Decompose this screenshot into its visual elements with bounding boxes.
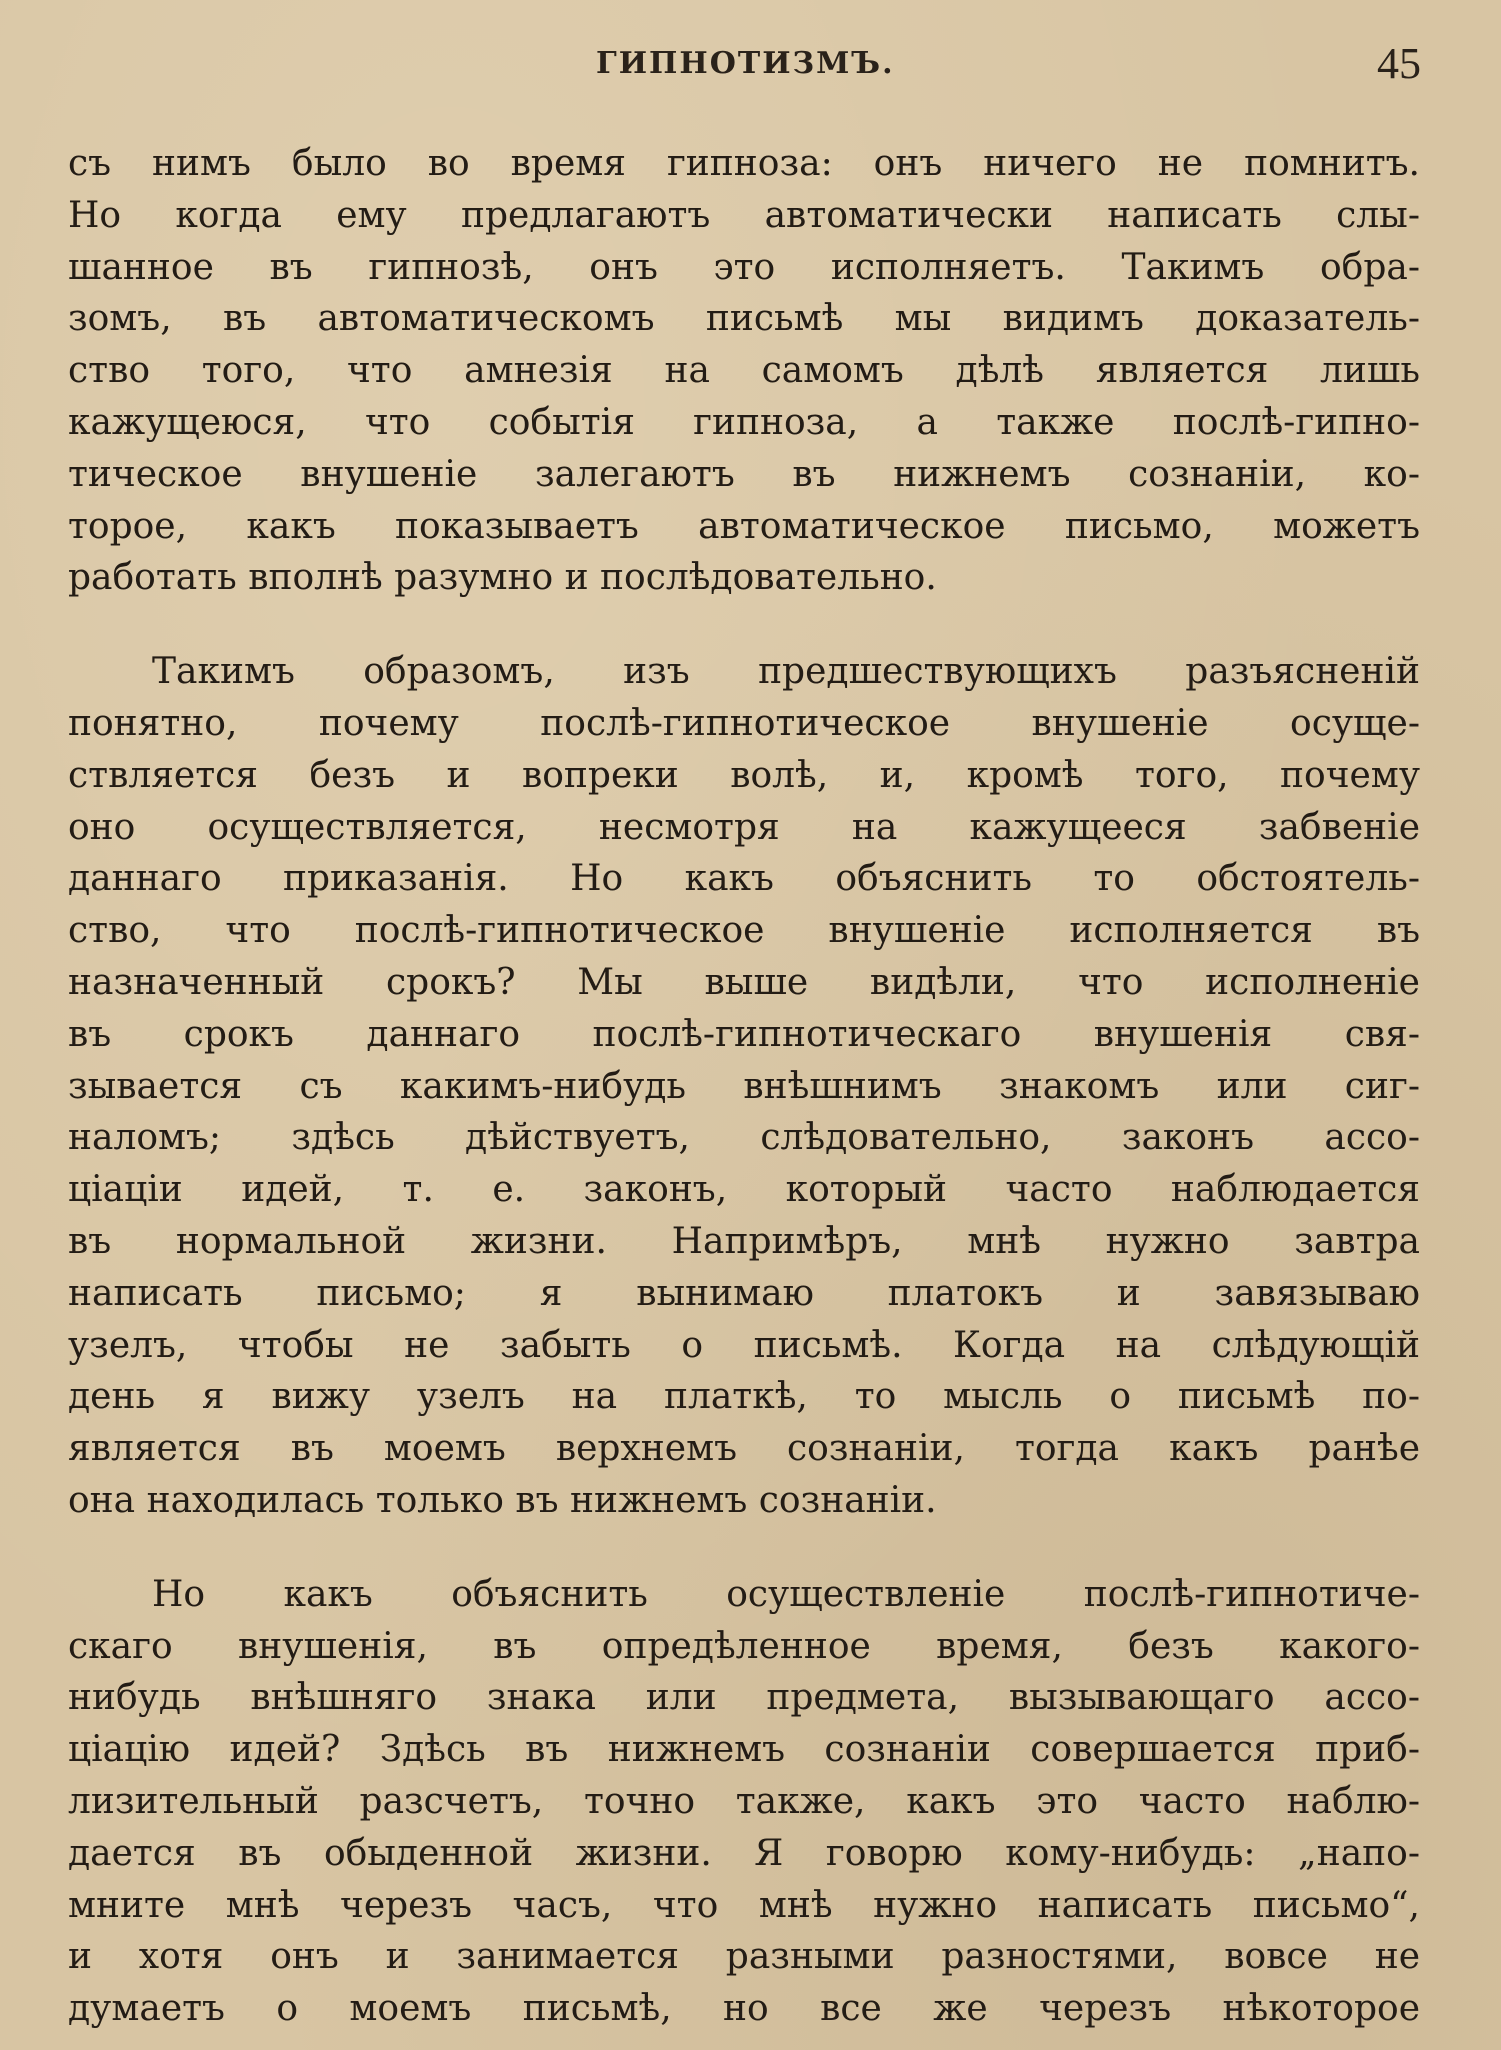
running-title: ГИПНОТИЗМЪ. <box>596 46 895 81</box>
page-header <box>0 38 1501 98</box>
text-line: ство того, что амнезія на самомъ дѣлѣ является лишь <box>68 350 1420 392</box>
text-line: въ срокъ даннаго послѣ-гипнотическаго внушенія свя- <box>68 1013 1420 1055</box>
text-line: торое, какъ показываетъ автоматическое письмо, можетъ <box>68 505 1420 547</box>
text-line: ство, что послѣ-гипнотическое внушеніе исполняется въ <box>68 910 1420 952</box>
text-line: зомъ, въ автоматическомъ письмѣ мы видимъ доказатель- <box>68 298 1420 340</box>
text-line: понятно, почему послѣ-гипнотическое внушеніе осуще- <box>68 702 1420 744</box>
text-line: ціаціи идей, т. е. законъ, который часто наблюдается <box>68 1169 1420 1211</box>
text-line: ціацію идей? Здѣсь въ нижнемъ сознаніи совершается приб- <box>68 1729 1420 1771</box>
text-line: думаетъ о моемъ письмѣ, но все же черезъ нѣкоторое <box>68 1988 1420 2030</box>
text-line: Но какъ объяснить осуществленіе послѣ-гипнотиче- <box>152 1573 1420 1615</box>
paragraph <box>68 1569 1420 2035</box>
text-line: Такимъ образомъ, изъ предшествующихъ разъясненій <box>152 651 1420 693</box>
text-line: узелъ, чтобы не забыть о письмѣ. Когда на слѣдующій <box>68 1324 1420 1366</box>
text-line: она находилась только въ нижнемъ сознаніи. <box>68 1479 937 1521</box>
text-line: даннаго приказанія. Но какъ объяснить то обстоятель- <box>68 858 1420 900</box>
text-line: нибудь внѣшняго знака или предмета, вызывающаго ассо- <box>68 1677 1420 1719</box>
text-line: наломъ; здѣсь дѣйствуетъ, слѣдовательно, законъ ассо- <box>68 1117 1420 1159</box>
text-line: является въ моемъ верхнемъ сознаніи, тогда какъ ранѣе <box>68 1428 1420 1470</box>
text-line: Но когда ему предлагаютъ автоматически написать слы- <box>68 194 1420 236</box>
body-text <box>68 138 1420 2035</box>
text-line: лизительный разсчетъ, точно также, какъ это часто наблю- <box>68 1780 1420 1822</box>
text-line: оно осуществляется, несмотря на кажущееся забвеніе <box>68 806 1420 848</box>
text-line: въ нормальной жизни. Напримѣръ, мнѣ нужно завтра <box>68 1220 1420 1262</box>
text-line: и хотя онъ и занимается разными разностями, вовсе не <box>68 1936 1420 1978</box>
text-line: скаго внушенія, въ опредѣленное время, безъ какого- <box>68 1625 1420 1667</box>
text-line: шанное въ гипнозѣ, онъ это исполняетъ. Такимъ обра- <box>68 246 1420 288</box>
text-line: мните мнѣ черезъ часъ, что мнѣ нужно написать письмо“, <box>68 1884 1420 1926</box>
text-line: дается въ обыденной жизни. Я говорю кому-нибудь: „напо- <box>68 1832 1420 1874</box>
text-line: написать письмо; я вынимаю платокъ и завязываю <box>68 1272 1420 1314</box>
text-line: ствляется безъ и вопреки волѣ, и, кромѣ того, почему <box>68 754 1420 796</box>
text-line: съ нимъ было во время гипноза: онъ ничего не помнитъ. <box>68 143 1420 184</box>
paragraph <box>68 138 1420 604</box>
text-line: кажущеюся, что событія гипноза, а также послѣ-гипно- <box>68 401 1420 443</box>
page-number: 45 <box>1377 39 1421 88</box>
text-line: тическое внушеніе залегаютъ въ нижнемъ сознаніи, ко- <box>68 453 1420 495</box>
text-line: назначенный срокъ? Мы выше видѣли, что исполненіе <box>68 961 1420 1003</box>
text-line: зывается съ какимъ-нибудь внѣшнимъ знакомъ или сиг- <box>68 1065 1420 1107</box>
text-line: работать вполнѣ разумно и послѣдовательно. <box>68 557 937 599</box>
text-line: день я вижу узелъ на платкѣ, то мысль о письмѣ по- <box>68 1376 1420 1418</box>
paragraph <box>68 646 1420 1527</box>
